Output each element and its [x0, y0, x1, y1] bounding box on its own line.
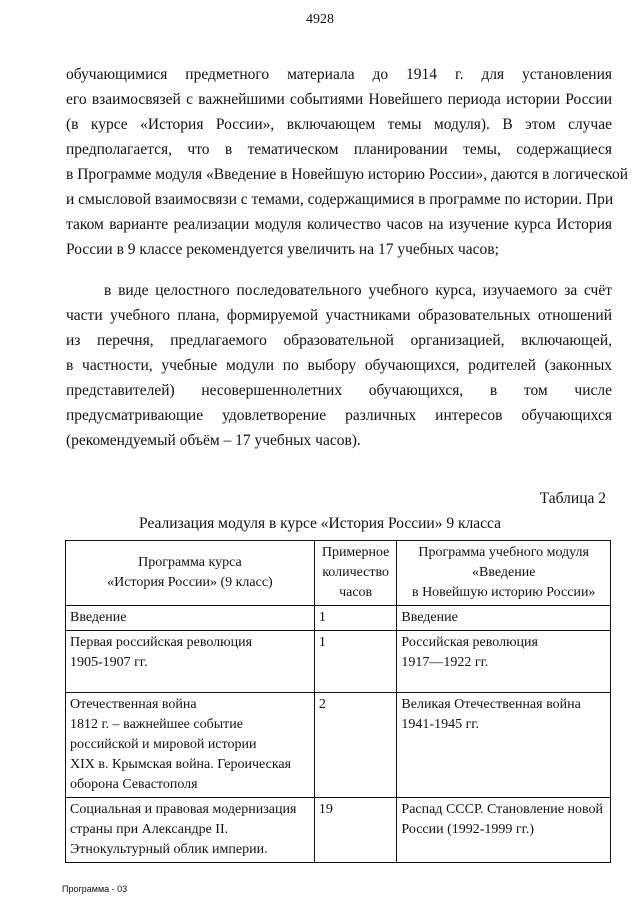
hours-cell: 2 [314, 693, 397, 798]
paragraph-line: таком варианте реализации модуля количество часов на изучение курса История [66, 216, 612, 233]
header-module-program [397, 541, 611, 606]
paragraph-line: из перечня, предлагаемого образовательной организацией, включающей, [66, 332, 612, 349]
paragraph-line: предполагается, что в тематическом планировании темы, содержащиеся [66, 141, 612, 158]
paragraph-line: и смысловой взаимосвязи с темами, содержащимися в программе по истории. При [66, 191, 614, 208]
paragraph-line: в частности, учебные модули по выбору обучающихся, родителей (законных [66, 357, 612, 374]
paragraph-line: (рекомендуемый объём – 17 учебных часов). [66, 432, 361, 449]
header-line: «История России» (9 класс) [107, 575, 273, 590]
course-topic-cell [66, 798, 315, 863]
paragraph-line: его взаимосвязей с важнейшими событиями Новейшего периода истории России [66, 91, 612, 108]
header-line: Примерное [321, 545, 390, 560]
table-row [66, 693, 611, 798]
cell-line: оборона Севастополя [70, 777, 198, 792]
module-table [65, 540, 611, 863]
course-topic-cell [66, 606, 315, 631]
table-row [66, 798, 611, 863]
module-topic-cell [397, 798, 611, 863]
paragraph-line: обучающимися предметного материала до 1914 г. для установления [66, 66, 612, 83]
table-label: Таблица 2 [539, 490, 606, 507]
cell-line: российской и мировой истории [70, 737, 257, 752]
table-title: Реализация модуля в курсе «История России» 9 класса [139, 515, 501, 532]
paragraph-line: в Программе модуля «Введение в Новейшую историю России», даются в логической [66, 166, 629, 183]
cell-line: Первая российская революция [70, 635, 253, 650]
cell-line: страны при Александре II. [70, 822, 229, 837]
cell-line: Этнокультурный облик империи. [70, 842, 268, 857]
paragraph-line: в виде целостного последовательного учебного курса, изучаемого за счёт [104, 282, 612, 299]
cell-line: России (1992-1999 гг.) [401, 822, 534, 837]
paragraph-line: (в курсе «История России», включающем темы модуля). В этом случае [66, 116, 612, 133]
course-topic-cell [66, 631, 315, 693]
paragraph-line: представителей) несовершеннолетних обучающихся, в том числе [66, 382, 612, 399]
course-topic-cell [66, 693, 315, 798]
cell-line: Введение [70, 610, 127, 625]
module-topic-cell [397, 631, 611, 693]
footer-note: Программа - 03 [62, 884, 128, 894]
header-line: Программа курса [138, 555, 242, 570]
paragraph-line: предусматривающие удовлетворение различных интересов обучающихся [66, 407, 612, 424]
cell-line: Российская революция [401, 635, 538, 650]
header-course-program [66, 541, 315, 606]
hours-cell: 1 [314, 606, 397, 631]
table-header-row [66, 541, 611, 606]
table-row [66, 631, 611, 693]
hours-cell: 19 [314, 798, 397, 863]
page-number: 4928 [306, 12, 334, 27]
cell-line: XIX в. Крымская война. Героическая [70, 757, 292, 772]
cell-line: 1917—1922 гг. [401, 655, 489, 670]
paragraph-2 [66, 278, 612, 453]
cell-line: Отечественная война [70, 697, 197, 712]
table-row [66, 606, 611, 631]
module-topic-cell [397, 606, 611, 631]
paragraph-line: части учебного плана, формируемой участниками образовательных отношений [66, 307, 612, 324]
cell-line: Введение [401, 610, 458, 625]
cell-line: 1812 г. – важнейшее событие [70, 717, 243, 732]
cell-line: Распад СССР. Становление новой [401, 802, 603, 817]
cell-line: Великая Отечественная война [401, 697, 581, 712]
cell-line: 1905-1907 гг. [70, 655, 148, 670]
cell-line: Социальная и правовая модернизация [70, 802, 297, 817]
cell-line: 1941-1945 гг. [401, 717, 479, 732]
paragraph-1 [66, 62, 629, 262]
header-hours [314, 541, 397, 606]
header-line: в Новейшую историю России» [411, 585, 596, 600]
header-line: Программа учебного модуля [418, 545, 589, 560]
header-line: «Введение [471, 565, 536, 580]
module-topic-cell [397, 693, 611, 798]
hours-cell: 1 [314, 631, 397, 693]
header-line: часов [339, 585, 373, 600]
paragraph-line: России в 9 классе рекомендуется увеличить на 17 учебных часов; [66, 241, 499, 258]
header-line: количество [322, 565, 390, 580]
